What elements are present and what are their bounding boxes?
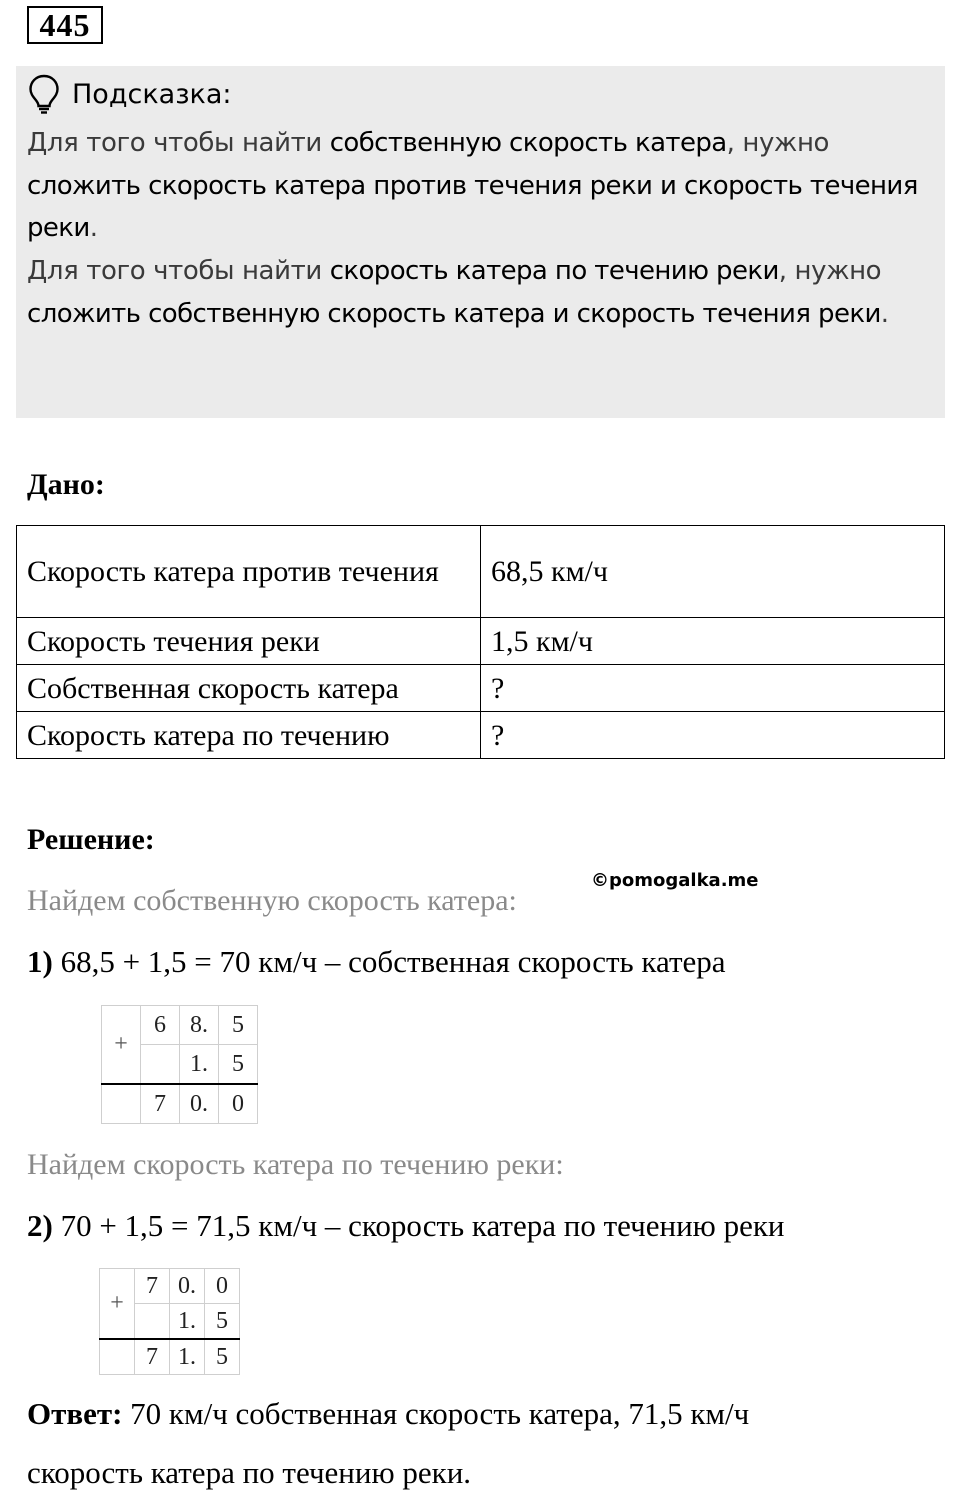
digit-cell: 0. bbox=[170, 1269, 205, 1304]
digit-cell: 0. bbox=[180, 1084, 219, 1124]
digit-cell: 7 bbox=[135, 1269, 170, 1304]
digit-cell: 1. bbox=[170, 1339, 205, 1375]
hint-text: , нужно bbox=[778, 256, 882, 286]
digit-cell: 1. bbox=[180, 1045, 219, 1085]
digit-cell: 5 bbox=[219, 1006, 258, 1045]
table-row bbox=[17, 712, 945, 759]
answer-line-2: скорость катера по течению реки. bbox=[27, 1455, 472, 1490]
given-value: 68,5 км/ч bbox=[481, 526, 945, 618]
hint-text: Для того чтобы найти bbox=[27, 256, 330, 286]
hint-text: . bbox=[89, 213, 98, 243]
hint-title-text: Подсказка: bbox=[72, 78, 232, 110]
given-heading: Дано: bbox=[27, 468, 105, 501]
given-label: Собственная скорость катера bbox=[17, 665, 481, 712]
digit-cell: 5 bbox=[205, 1304, 240, 1340]
hint-text: . bbox=[880, 298, 889, 329]
table-row bbox=[17, 618, 945, 665]
digit-cell bbox=[135, 1304, 170, 1340]
digit-cell: 7 bbox=[135, 1339, 170, 1375]
step-number: 1) bbox=[27, 944, 53, 979]
table-row bbox=[100, 1269, 240, 1304]
table-row bbox=[17, 665, 945, 712]
empty-cell bbox=[102, 1084, 141, 1124]
given-label: Скорость катера против течения bbox=[17, 526, 481, 618]
hint-emphasis: скорость катера по течению реки bbox=[329, 256, 779, 286]
digit-cell: 6 bbox=[141, 1006, 180, 1045]
table-row bbox=[100, 1339, 240, 1375]
step-text: 68,5 + 1,5 = 70 км/ч – собственная скорость катера bbox=[52, 944, 726, 979]
step1-intro: Найдем собственную скорость катера: bbox=[27, 884, 517, 917]
table-row bbox=[102, 1006, 258, 1045]
empty-cell bbox=[100, 1339, 135, 1375]
hint-title bbox=[28, 74, 232, 114]
column-addition-1 bbox=[101, 1005, 258, 1124]
given-table bbox=[16, 525, 945, 759]
step-number: 2) bbox=[27, 1208, 53, 1243]
given-value: ? bbox=[481, 665, 945, 712]
digit-cell: 7 bbox=[141, 1084, 180, 1124]
hint-text: Для того чтобы найти bbox=[27, 128, 330, 158]
watermark: ©pomogalka.me bbox=[591, 870, 759, 891]
step1-equation bbox=[27, 944, 726, 980]
digit-cell: 8. bbox=[180, 1006, 219, 1045]
digit-cell: 1. bbox=[170, 1304, 205, 1340]
table-row bbox=[102, 1084, 258, 1124]
answer-label: Ответ: bbox=[27, 1396, 123, 1431]
column-addition-2 bbox=[99, 1268, 240, 1375]
given-value: ? bbox=[481, 712, 945, 759]
task-number: 445 bbox=[27, 6, 103, 44]
plus-sign: + bbox=[100, 1269, 135, 1340]
hint-text: , нужно bbox=[726, 128, 830, 158]
solution-heading: Решение: bbox=[27, 823, 155, 856]
digit-cell: 5 bbox=[205, 1339, 240, 1375]
plus-sign: + bbox=[102, 1006, 141, 1085]
step2-intro: Найдем скорость катера по течению реки: bbox=[27, 1148, 564, 1181]
given-label: Скорость катера по течению bbox=[17, 712, 481, 759]
step-text: 70 + 1,5 = 71,5 км/ч – скорость катера по течению реки bbox=[52, 1208, 785, 1243]
digit-cell: 0 bbox=[219, 1084, 258, 1124]
table-row bbox=[17, 526, 945, 618]
hint-paragraph-2 bbox=[27, 250, 927, 335]
digit-cell: 5 bbox=[219, 1045, 258, 1085]
hint-emphasis: сложить скорость катера против течения реки и скорость течения реки bbox=[27, 170, 918, 243]
answer-text: 70 км/ч собственная скорость катера, 71,5 км/ч bbox=[122, 1396, 750, 1431]
hint-emphasis: сложить собственную скорость катера и скорость течения реки bbox=[27, 298, 881, 329]
hint-emphasis: собственную скорость катера bbox=[329, 128, 727, 158]
digit-cell: 0 bbox=[205, 1269, 240, 1304]
step2-equation bbox=[27, 1208, 784, 1244]
answer-line-1 bbox=[27, 1396, 749, 1432]
lightbulb-icon bbox=[28, 74, 60, 114]
hint-paragraph-1 bbox=[27, 122, 927, 250]
given-label: Скорость течения реки bbox=[17, 618, 481, 665]
given-value: 1,5 км/ч bbox=[481, 618, 945, 665]
digit-cell bbox=[141, 1045, 180, 1085]
